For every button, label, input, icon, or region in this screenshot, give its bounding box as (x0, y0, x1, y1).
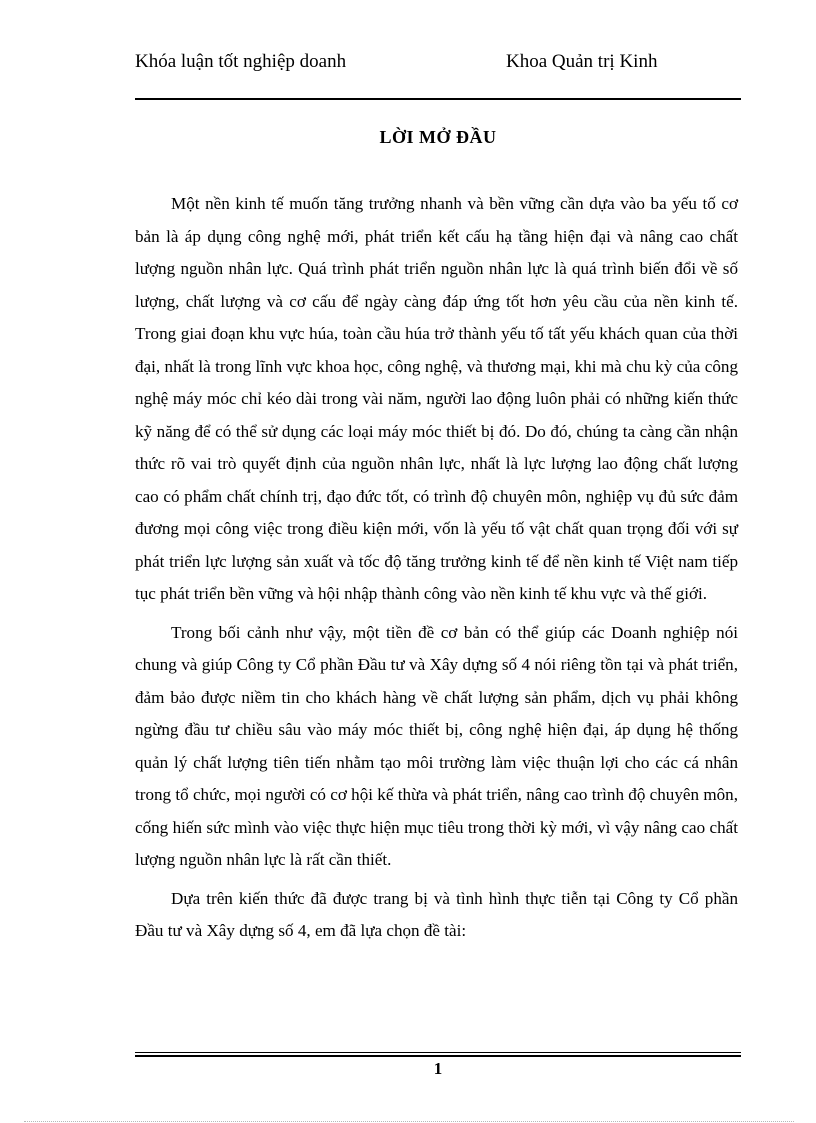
paragraph: Trong bối cảnh như vậy, một tiền đề cơ bản có thể giúp các Doanh nghiệp nói chung và giúp Công ty Cổ phần Đầu tư và Xây dựng số 4 nói riêng tồn tại và phát triển, đảm bảo được niềm tin cho khách hàng về chất lượng sản phẩm, dịch vụ phải không ngừng đầu tư chiều sâu vào máy móc thiết bị, công nghệ hiện đại, áp dụng hệ thống quản lý chất lượng tiên tiến nhằm tạo môi trường làm việc thuận lợi cho các cá nhân trong tổ chức, mọi người có cơ hội kế thừa và phát triển, nâng cao trình độ chuyên môn, cống hiến sức mình vào việc thực hiện mục tiêu trong thời kỳ mới, vì vậy nâng cao chất lượng nguồn nhân lực là rất cần thiết. (135, 622, 738, 869)
body-text (135, 188, 738, 954)
paragraph: Dựa trên kiến thức đã được trang bị và tình hình thực tiễn tại Công ty Cổ phần Đầu tư và Xây dựng số 4, em đã lựa chọn đề tài: (135, 888, 738, 940)
header-divider (135, 98, 741, 100)
header-thesis-label: Khóa luận tốt nghiệp doanh (135, 51, 347, 72)
paragraph: Một nền kinh tế muốn tăng trưởng nhanh và bền vững cần dựa vào ba yếu tố cơ bản là áp dụng công nghệ mới, phát triển kết cấu hạ tầng hiện đại và nâng cao chất lượng nguồn nhân lực. Quá trình phát triển nguồn nhân lực là quá trình biến đổi về số lượng, chất lượng và cơ cấu để ngày càng đáp ứng tốt hơn yêu cầu của nền kinh tế. Trong giai đoạn khu vực húa, toàn cầu húa trở thành yếu tố tất yếu khách quan của thời đại, nhất là trong lĩnh vực khoa học, công nghệ, và thương mại, khi mà chu kỳ của công nghệ máy móc chỉ kéo dài trong vài năm, người lao động luôn phải có những kiến thức kỹ năng để có thể sử dụng các loại máy móc thiết bị đó. Do đó, chúng ta càng cần nhận thức rõ vai trò quyết định của nguồn nhân lực, nhất là lực lượng lao động chất lượng cao có phẩm chất chính trị, đạo đức tốt, có trình độ chuyên môn, nghiệp vụ đủ sức đảm đương mọi công việc trong điều kiện mới, vốn là yếu tố vật chất quan trọng đối với sự phát triển lực lượng sản xuất và tốc độ tăng trưởng kinh tế để nền kinh tế Việt nam tiếp tục phát triển bền vững và hội nhập thành công vào nền kinh tế khu vực và thế giới. (135, 194, 738, 603)
footer-divider-thin (135, 1052, 741, 1053)
page-header (135, 49, 740, 99)
page-edge-divider (24, 1121, 794, 1122)
footer-divider-thick (135, 1055, 741, 1057)
header-faculty-label: Khoa Quản trị Kinh (506, 51, 658, 72)
page-number: 1 (433, 1059, 443, 1078)
section-title: LỜI MỞ ĐẦU (379, 127, 497, 147)
